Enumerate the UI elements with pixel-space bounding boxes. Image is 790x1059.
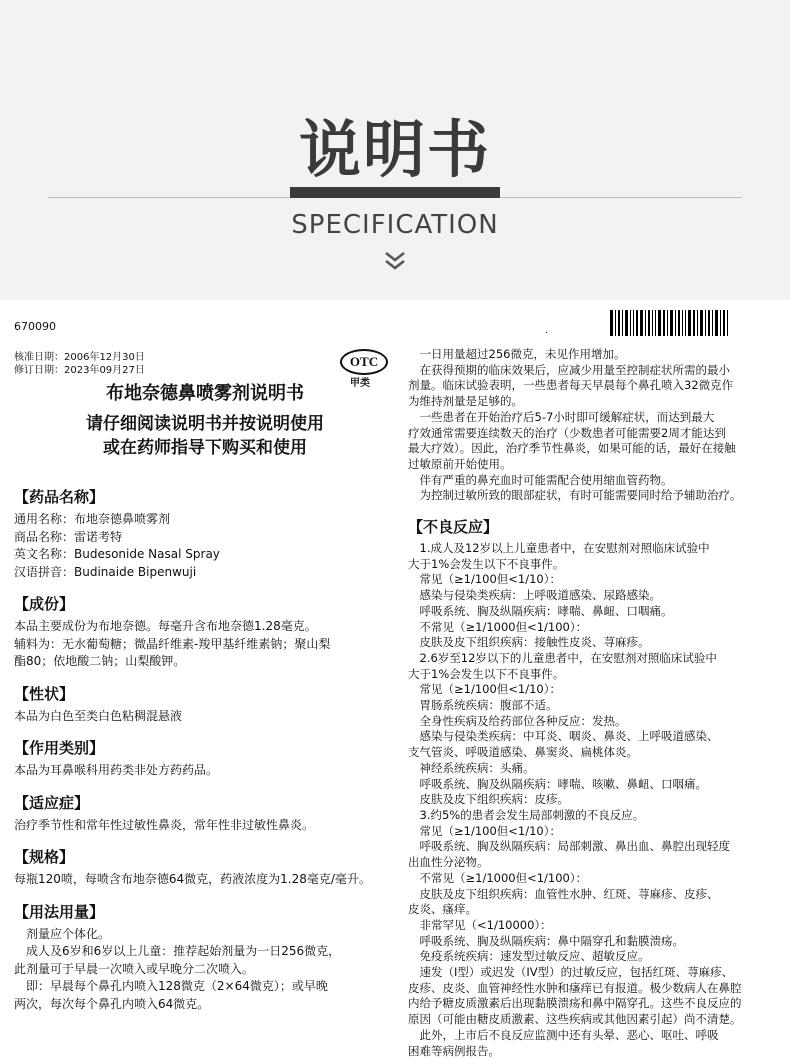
section-heading: 【不良反应】 [408, 518, 499, 537]
adverse-line: 胃肠系统疾病：腹部不适。 [408, 698, 558, 713]
adverse-line: 不常见（≥1/1000但<1/100）： [408, 870, 588, 885]
section-heading: 【适应症】 [14, 793, 90, 812]
intro-line: 最大疗效）。因此，治疗季节性鼻炎，如果可能的话，最好在接触 [408, 441, 736, 456]
section-heading: 【规格】 [14, 848, 75, 866]
left-column [14, 480, 396, 1013]
intro-line: 过敏原前开始使用。 [408, 456, 512, 471]
adverse-line: 常见（≥1/100但<1/10）： [408, 823, 561, 838]
adverse-line: 呼吸系统、胸及纵隔疾病：哮喘、咳嗽、鼻衄、口咽痛。 [408, 776, 707, 791]
adverse-line: 皮炎、瘙痒。 [408, 902, 477, 917]
section-line: 英文名称：Budesonide Nasal Spray [14, 547, 220, 561]
intro-line: 在获得预期的临床效果后，应减少用量至控制症状所需的最小 [408, 362, 730, 377]
adverse-line: 呼吸系统、胸及纵隔疾病：鼻中隔穿孔和黏膜溃疡。 [408, 933, 684, 948]
section-line: 治疗季节性和常年性过敏性鼻炎，常年性非过敏性鼻炎。 [14, 817, 315, 832]
section-heading: 【用法用量】 [14, 902, 105, 921]
intro-line: 为维持剂量是足够的。 [408, 394, 523, 409]
otc-badge: OTC [340, 349, 388, 375]
doc-mark: . [545, 326, 548, 336]
section-specification [14, 846, 396, 889]
section-line: 剂量应个体化。 [14, 926, 111, 941]
adverse-line: 原因（可能由糖皮质激素、这些疾病或其他因素引起）尚不清楚。 [408, 1012, 742, 1027]
section-line: 商品名称：雷诺考特 [14, 529, 123, 544]
barcode [610, 310, 735, 336]
adverse-line: 不常见（≥1/1000但<1/100）： [408, 619, 588, 634]
section-line: 成人及6岁和6岁以上儿童：推荐起始剂量为一日256微克， [14, 944, 341, 958]
title-underline [290, 187, 500, 198]
intro-line: 为控制过敏所致的眼部症状，有时可能需要同时给予辅助治疗。 [408, 488, 742, 503]
section-line: 本品为白色至类白色粘稠混悬液 [14, 708, 183, 723]
section-line: 辅料为：无水葡萄糖；微晶纤维素-羧甲基纤维素钠；聚山梨 [14, 636, 331, 651]
adverse-line: 出血性分泌物。 [408, 855, 489, 870]
section-line: 通用名称：布地奈德鼻喷雾剂 [14, 512, 171, 526]
intro-line: 一日用量超过256微克，未见作用增加。 [408, 347, 626, 361]
section-line: 即：早晨每个鼻孔内喷入128微克（2×64微克）；或早晚 [14, 979, 328, 993]
adverse-line: 此外，上市后不良反应监测中还有头晕、恶心、呕吐、呼吸 [408, 1027, 719, 1042]
section-line: 酯80；依地酸二钠；山梨酸钾。 [14, 654, 186, 668]
adverse-line: 全身性疾病及给药部位各种反应：发热。 [408, 713, 627, 728]
adverse-line: 免疫系统疾病：速发型过敏反应、超敏反应。 [408, 949, 650, 964]
section-adverse-reactions [408, 541, 780, 1059]
section-line: 本品主要成份为布地奈德。每毫升含布地奈德1.28毫克。 [14, 619, 317, 633]
adverse-line: 皮肤及皮下组织疾病：皮疹。 [408, 792, 569, 807]
section-line: 每瓶120喷，每喷含布地奈德64微克，药液浓度为1.28毫克/毫升。 [14, 872, 371, 886]
adverse-line: 内给予糖皮质激素后出现黏膜溃疡和鼻中隔穿孔。这些不良反应的 [408, 996, 742, 1011]
header-divider-right [500, 197, 742, 198]
revision-date: 修订日期：2023年09月27日 [14, 365, 145, 376]
page-title: 说明书 [298, 113, 491, 186]
notice-line-2: 或在药师指导下购买和使用 [103, 438, 307, 458]
header-divider-left [48, 197, 290, 198]
adverse-line: 常见（≥1/100但<1/10）： [408, 572, 561, 587]
doc-code: 670090 [14, 320, 56, 333]
section-dosage [14, 901, 396, 1014]
right-column [408, 347, 780, 1059]
section-composition [14, 593, 396, 671]
section-category [14, 737, 396, 780]
section-line: 汉语拼音：Budinaide Bipenwuji [14, 564, 197, 579]
header-banner [0, 0, 790, 300]
adverse-line: 皮肤及皮下组织疾病：接触性皮炎、荨麻疹。 [408, 635, 650, 650]
adverse-line: 皮疹、皮炎、血管神经性水肿和瘙痒已有报道。极少数病人在鼻腔 [408, 980, 742, 995]
intro-line: 伴有严重的鼻充血时可能需配合使用缩血管药物。 [408, 472, 673, 487]
adverse-line: 困难等病例报告。 [408, 1043, 500, 1058]
section-heading: 【性状】 [14, 684, 75, 703]
adverse-line: 神经系统疾病：头痛。 [408, 760, 535, 775]
doc-title: 布地奈德鼻喷雾剂说明书 [106, 383, 304, 404]
adverse-line: 常见（≥1/100但<1/10）： [408, 682, 561, 697]
section-line: 此剂量可于早晨一次喷入或早晚分二次喷入。 [14, 961, 255, 976]
adverse-line: 速发（I型）或迟发（IV型）的过敏反应，包括红斑、荨麻疹、 [408, 965, 734, 980]
section-indications [14, 792, 396, 835]
section-description [14, 683, 396, 726]
adverse-line: 支气管炎、呼吸道感染、鼻窦炎、扁桃体炎。 [408, 745, 638, 760]
adverse-line: 感染与侵染类疾病：上呼吸道感染、尿路感染。 [408, 588, 661, 603]
section-heading: 【成份】 [14, 595, 75, 613]
adverse-line: 大于1%会发生以下不良事件。 [408, 666, 565, 681]
adverse-line: 感染与侵染类疾病：中耳炎、咽炎、鼻炎、上呼吸道感染、 [408, 729, 719, 744]
notice-line-1: 请仔细阅读说明书并按说明使用 [86, 414, 324, 434]
adverse-line: 非常罕见（<1/10000）： [408, 917, 552, 932]
otc-class: 甲类 [350, 378, 370, 389]
intro-line: 疗效通常需要连续数天的治疗（少数患者可能需要2周才能达到 [408, 425, 726, 440]
section-line: 本品为耳鼻喉科用药类非处方药药品。 [14, 763, 219, 777]
intro-line: 剂量。临床试验表明，一些患者每天早晨每个鼻孔喷入32微克作 [408, 378, 734, 393]
section-line: 两次，每次每个鼻孔内喷入64微克。 [14, 996, 210, 1011]
adverse-line: 大于1%会发生以下不良事件。 [408, 556, 565, 571]
adverse-line: 呼吸系统、胸及纵隔疾病：局部刺激、鼻出血、鼻腔出现轻度 [408, 839, 730, 854]
adverse-line: 皮肤及皮下组织疾病：血管性水肿、红斑、荨麻疹、皮疹、 [408, 886, 719, 901]
approval-date: 核准日期：2006年12月30日 [14, 352, 145, 363]
intro-line: 一些患者在开始治疗后5-7小时即可缓解症状，而达到最大 [408, 409, 715, 424]
adverse-line: 3.约5%的患者会发生局部刺激的不良反应。 [408, 807, 645, 822]
section-drug-name [14, 486, 396, 581]
adverse-line: 2.6岁至12岁以下的儿童患者中，在安慰剂对照临床试验中 [408, 650, 717, 665]
chevron-down-icon [383, 250, 407, 274]
section-heading: 【作用类别】 [14, 739, 105, 757]
adverse-line: 1.成人及12岁以上儿童患者中，在安慰剂对照临床试验中 [408, 541, 710, 556]
adverse-line: 呼吸系统、胸及纵隔疾病：哮喘、鼻衄、口咽痛。 [408, 603, 673, 618]
page-subtitle: SPECIFICATION [291, 210, 499, 240]
section-heading: 【药品名称】 [14, 488, 105, 506]
